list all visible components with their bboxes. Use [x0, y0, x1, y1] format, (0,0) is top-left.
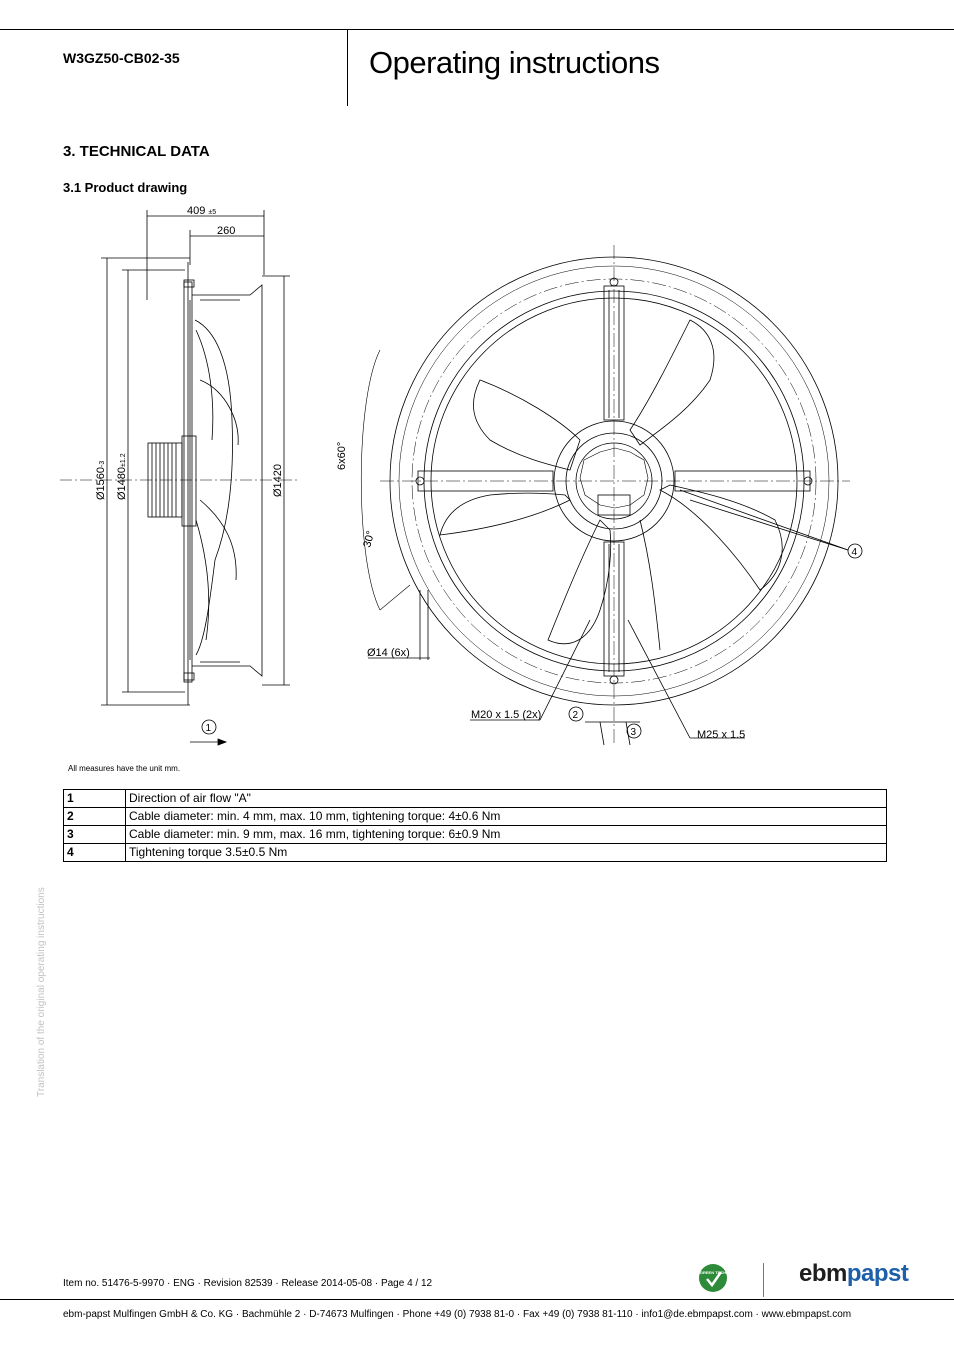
- sub-heading: 3.1 Product drawing: [63, 180, 188, 195]
- dim-1420: Ø1420: [272, 463, 284, 497]
- callout-3: 3: [630, 727, 637, 738]
- legend-text: Direction of air flow "A": [126, 790, 887, 808]
- dim-1480: [116, 453, 128, 500]
- brand-part-1: ebm: [799, 1260, 847, 1287]
- legend-num: 4: [64, 844, 126, 862]
- document-title: Operating instructions: [369, 45, 660, 80]
- m20-dim: M20 x 1.5 (2x): [471, 709, 542, 721]
- units-note: All measures have the unit mm.: [68, 764, 181, 773]
- legend-row: [64, 844, 887, 862]
- legend-row: [64, 826, 887, 844]
- legend-table: [63, 789, 887, 862]
- header-divider: [347, 29, 348, 106]
- callout-4: 4: [851, 547, 858, 558]
- legend-text: Tightening torque 3.5±0.5 Nm: [126, 844, 887, 862]
- dim-409-value: 409: [187, 205, 206, 217]
- brand-logo: [799, 1260, 908, 1288]
- m25-dim: M25 x 1.5: [697, 729, 746, 741]
- dim-260: 260: [217, 225, 236, 237]
- legend-num: 2: [64, 808, 126, 826]
- legend-text: Cable diameter: min. 4 mm, max. 10 mm, tightening torque: 4±0.6 Nm: [126, 808, 887, 826]
- dim-1480-value: Ø1480: [116, 466, 128, 500]
- hole-dim: Ø14 (6x): [367, 647, 410, 659]
- legend-row: [64, 808, 887, 826]
- legend-row: [64, 790, 887, 808]
- legend-text: Cable diameter: min. 9 mm, max. 16 mm, tightening torque: 6±0.9 Nm: [126, 826, 887, 844]
- footer-rule: [0, 1299, 954, 1300]
- model-number: W3GZ50-CB02-35: [63, 50, 180, 66]
- dim-409-tol: ±5: [208, 209, 217, 216]
- legend-num: 3: [64, 826, 126, 844]
- callout-2: 2: [572, 710, 579, 721]
- side-note: Translation of the original operating instructions: [36, 887, 47, 1097]
- item-info: Item no. 51476-5-9970 · ENG · Revision 82539 · Release 2014-05-08 · Page 4 / 12: [63, 1278, 433, 1289]
- brand-divider: [763, 1263, 764, 1297]
- header-top-rule: [0, 29, 954, 30]
- callout-1: 1: [205, 723, 212, 734]
- product-drawing: [60, 200, 900, 750]
- front-view: [361, 245, 850, 745]
- legend-num: 1: [64, 790, 126, 808]
- greentech-text: GREEN TECH: [699, 1270, 727, 1275]
- section-heading: 3. TECHNICAL DATA: [63, 143, 210, 160]
- dim-1480-tol: ±1.2: [120, 453, 127, 467]
- dim-1560: [95, 461, 107, 500]
- dim-1560-value: Ø1560: [95, 466, 107, 500]
- company-info: ebm-papst Mulfingen GmbH & Co. KG · Bachmühle 2 · D-74673 Mulfingen · Phone +49 (0) 7938 81-0 · Fax +49 (0) 7938 81-110 · info1@de.ebmpapst.com · www.ebmpapst.com: [63, 1309, 852, 1320]
- brand-part-2: papst: [846, 1260, 909, 1287]
- angle-30: 30°: [361, 529, 378, 549]
- dim-1560-tol: -3: [99, 460, 106, 467]
- angle-6x60: 6x60°: [336, 441, 348, 470]
- dim-409: [187, 205, 216, 217]
- greentech-icon: [697, 1262, 729, 1294]
